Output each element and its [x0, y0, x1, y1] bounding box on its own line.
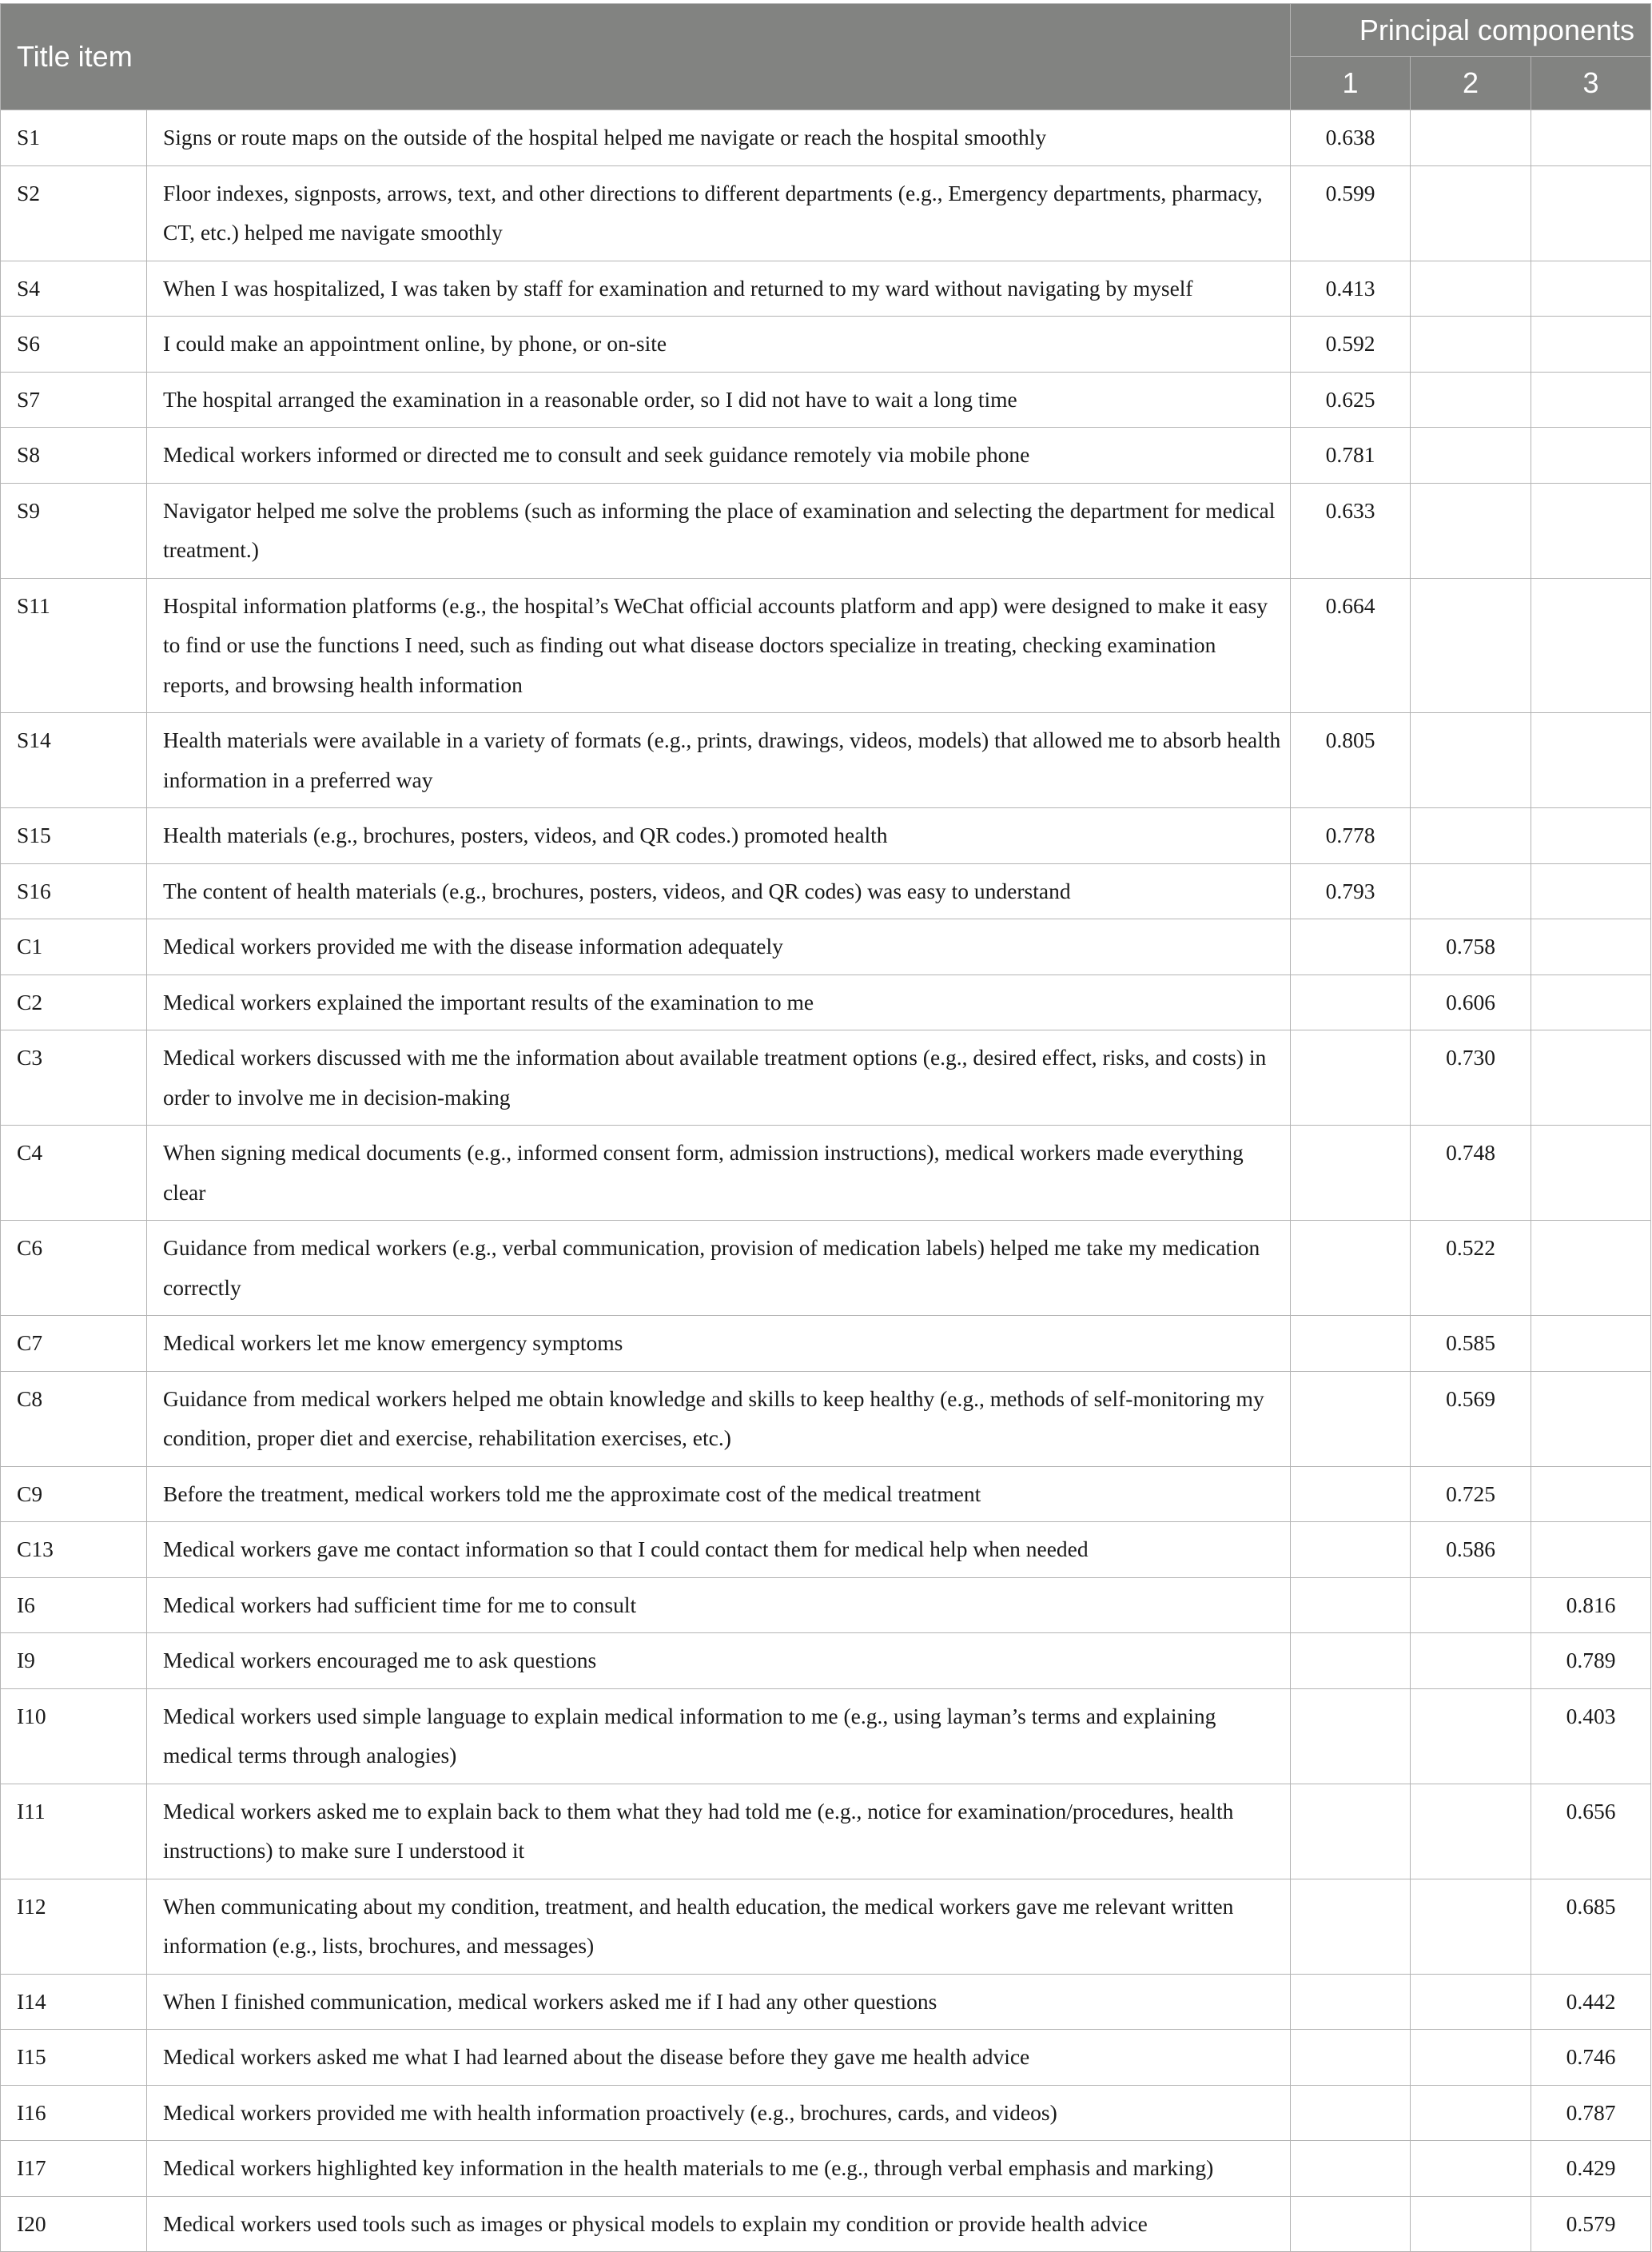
- loading-component-2: 0.569: [1411, 1371, 1531, 1466]
- loading-component-2: [1411, 1974, 1531, 2030]
- loading-component-3: [1531, 165, 1651, 261]
- item-text: When I finished communication, medical workers asked me if I had any other questions: [147, 1974, 1291, 2030]
- item-code: C3: [1, 1030, 147, 1126]
- item-code: C13: [1, 1522, 147, 1578]
- table-row: [1, 975, 1651, 1030]
- item-text: Medical workers asked me what I had learned about the disease before they gave me health advice: [147, 2030, 1291, 2086]
- loading-component-1: 0.664: [1291, 578, 1411, 713]
- table-row: [1, 1974, 1651, 2030]
- loading-component-1: [1291, 1221, 1411, 1316]
- table-row: [1, 317, 1651, 373]
- item-text: Medical workers had sufficient time for me to consult: [147, 1577, 1291, 1633]
- item-text: Guidance from medical workers (e.g., verbal communication, provision of medication labels) helped me take my medication correctly: [147, 1221, 1291, 1316]
- table-row: [1, 2141, 1651, 2197]
- item-text: Guidance from medical workers helped me obtain knowledge and skills to keep healthy (e.g., methods of self-monitoring my condition, proper diet and exercise, rehabilitation exercises, etc.): [147, 1371, 1291, 1466]
- item-code: C4: [1, 1126, 147, 1221]
- loading-component-1: 0.599: [1291, 165, 1411, 261]
- table-row: [1, 428, 1651, 484]
- item-code: C8: [1, 1371, 147, 1466]
- loading-component-2: [1411, 317, 1531, 373]
- item-code: S14: [1, 713, 147, 808]
- table-row: [1, 578, 1651, 713]
- item-text: When communicating about my condition, treatment, and health education, the medical workers gave me relevant written information (e.g., lists, brochures, and messages): [147, 1879, 1291, 1974]
- loading-component-1: [1291, 1030, 1411, 1126]
- loading-component-2: [1411, 165, 1531, 261]
- item-code: I14: [1, 1974, 147, 2030]
- item-text: Health materials were available in a variety of formats (e.g., prints, drawings, videos, models) that allowed me to absorb health information in a preferred way: [147, 713, 1291, 808]
- loading-component-3: [1531, 372, 1651, 428]
- loading-component-3: [1531, 1030, 1651, 1126]
- loading-component-1: [1291, 1522, 1411, 1578]
- loading-component-1: 0.793: [1291, 863, 1411, 919]
- title-item-header: Title item: [1, 4, 1291, 110]
- item-text: Navigator helped me solve the problems (such as informing the place of examination and selecting the department for medical treatment.): [147, 483, 1291, 578]
- loading-component-3: [1531, 1371, 1651, 1466]
- loading-component-2: [1411, 2196, 1531, 2252]
- item-text: Medical workers explained the important results of the examination to me: [147, 975, 1291, 1030]
- loading-component-3: 0.787: [1531, 2085, 1651, 2141]
- loading-component-3: [1531, 975, 1651, 1030]
- item-code: S7: [1, 372, 147, 428]
- component-1-header: 1: [1291, 57, 1411, 110]
- loading-component-2: 0.758: [1411, 919, 1531, 975]
- loading-component-2: [1411, 261, 1531, 317]
- loading-component-3: [1531, 713, 1651, 808]
- loading-component-2: [1411, 863, 1531, 919]
- loading-component-1: [1291, 2085, 1411, 2141]
- item-code: S8: [1, 428, 147, 484]
- loading-component-2: [1411, 1577, 1531, 1633]
- loading-component-2: 0.730: [1411, 1030, 1531, 1126]
- item-text: When I was hospitalized, I was taken by staff for examination and returned to my ward without navigating by myself: [147, 261, 1291, 317]
- loading-component-1: [1291, 919, 1411, 975]
- item-text: Signs or route maps on the outside of the hospital helped me navigate or reach the hospital smoothly: [147, 110, 1291, 166]
- component-3-header: 3: [1531, 57, 1651, 110]
- item-text: Hospital information platforms (e.g., the hospital’s WeChat official accounts platform and app) were designed to make it easy to find or use the functions I need, such as finding out what disease doctors specialize in treating, checking examination reports, and browsing health information: [147, 578, 1291, 713]
- item-code: I10: [1, 1688, 147, 1784]
- item-text: Medical workers used tools such as images or physical models to explain my condition or provide health advice: [147, 2196, 1291, 2252]
- item-code: I17: [1, 2141, 147, 2197]
- item-text: When signing medical documents (e.g., informed consent form, admission instructions), medical workers made everything clear: [147, 1126, 1291, 1221]
- loading-component-3: 0.789: [1531, 1633, 1651, 1689]
- item-code: I16: [1, 2085, 147, 2141]
- item-text: I could make an appointment online, by phone, or on-site: [147, 317, 1291, 373]
- table-row: [1, 1030, 1651, 1126]
- item-code: S1: [1, 110, 147, 166]
- item-code: C7: [1, 1316, 147, 1372]
- loading-component-3: 0.403: [1531, 1688, 1651, 1784]
- loading-component-2: [1411, 578, 1531, 713]
- table-row: [1, 1784, 1651, 1879]
- loading-component-1: 0.781: [1291, 428, 1411, 484]
- item-code: I20: [1, 2196, 147, 2252]
- table-row: [1, 1522, 1651, 1578]
- loading-component-1: 0.413: [1291, 261, 1411, 317]
- loading-component-1: 0.633: [1291, 483, 1411, 578]
- loading-component-1: [1291, 975, 1411, 1030]
- loading-component-2: [1411, 428, 1531, 484]
- loading-component-3: 0.429: [1531, 2141, 1651, 2197]
- table-row: [1, 2196, 1651, 2252]
- loading-component-3: [1531, 261, 1651, 317]
- item-code: I6: [1, 1577, 147, 1633]
- table-row: [1, 165, 1651, 261]
- item-text: Floor indexes, signposts, arrows, text, and other directions to different departments (e.g., Emergency departments, pharmacy, CT, etc.) helped me navigate smoothly: [147, 165, 1291, 261]
- table-row: [1, 1221, 1651, 1316]
- loading-component-2: 0.725: [1411, 1466, 1531, 1522]
- loading-component-2: [1411, 2141, 1531, 2197]
- item-code: S4: [1, 261, 147, 317]
- loading-component-2: [1411, 713, 1531, 808]
- loading-component-1: [1291, 1633, 1411, 1689]
- loading-component-2: [1411, 1688, 1531, 1784]
- table-row: [1, 713, 1651, 808]
- loading-component-1: 0.805: [1291, 713, 1411, 808]
- item-text: Medical workers used simple language to explain medical information to me (e.g., using layman’s terms and explaining medical terms through analogies): [147, 1688, 1291, 1784]
- loading-component-1: [1291, 1784, 1411, 1879]
- loading-component-3: [1531, 483, 1651, 578]
- table-body: [1, 110, 1651, 2252]
- loading-component-3: 0.579: [1531, 2196, 1651, 2252]
- item-text: The content of health materials (e.g., brochures, posters, videos, and QR codes) was easy to understand: [147, 863, 1291, 919]
- loading-component-2: [1411, 372, 1531, 428]
- item-code: C6: [1, 1221, 147, 1316]
- item-text: Health materials (e.g., brochures, posters, videos, and QR codes.) promoted health: [147, 808, 1291, 864]
- loading-component-1: [1291, 1466, 1411, 1522]
- item-text: Medical workers provided me with health information proactively (e.g., brochures, cards, and videos): [147, 2085, 1291, 2141]
- item-text: Medical workers discussed with me the information about available treatment options (e.g., desired effect, risks, and costs) in order to involve me in decision-making: [147, 1030, 1291, 1126]
- item-text: Medical workers highlighted key information in the health materials to me (e.g., through verbal emphasis and marking): [147, 2141, 1291, 2197]
- item-code: C9: [1, 1466, 147, 1522]
- table-row: [1, 372, 1651, 428]
- item-code: C1: [1, 919, 147, 975]
- table-row: [1, 110, 1651, 166]
- item-text: Before the treatment, medical workers told me the approximate cost of the medical treatment: [147, 1466, 1291, 1522]
- loading-component-3: [1531, 1221, 1651, 1316]
- item-code: I9: [1, 1633, 147, 1689]
- loading-component-2: 0.606: [1411, 975, 1531, 1030]
- loading-component-2: [1411, 483, 1531, 578]
- loading-component-3: [1531, 919, 1651, 975]
- item-code: S11: [1, 578, 147, 713]
- item-code: I11: [1, 1784, 147, 1879]
- table-row: [1, 1371, 1651, 1466]
- loading-component-2: [1411, 1633, 1531, 1689]
- loading-component-3: [1531, 110, 1651, 166]
- item-code: S6: [1, 317, 147, 373]
- loading-component-2: 0.522: [1411, 1221, 1531, 1316]
- table-row: [1, 808, 1651, 864]
- item-text: Medical workers gave me contact information so that I could contact them for medical help when needed: [147, 1522, 1291, 1578]
- loading-component-2: [1411, 110, 1531, 166]
- loading-component-1: [1291, 2141, 1411, 2197]
- item-text: Medical workers encouraged me to ask questions: [147, 1633, 1291, 1689]
- item-code: S9: [1, 483, 147, 578]
- loading-component-2: [1411, 2085, 1531, 2141]
- item-text: The hospital arranged the examination in a reasonable order, so I did not have to wait a long time: [147, 372, 1291, 428]
- loading-component-3: [1531, 1466, 1651, 1522]
- item-text: Medical workers let me know emergency symptoms: [147, 1316, 1291, 1372]
- loading-component-1: [1291, 1316, 1411, 1372]
- table-header: [1, 4, 1651, 110]
- loading-component-3: [1531, 428, 1651, 484]
- loading-component-2: [1411, 1784, 1531, 1879]
- loading-component-2: 0.748: [1411, 1126, 1531, 1221]
- loading-component-3: [1531, 317, 1651, 373]
- item-text: Medical workers asked me to explain back to them what they had told me (e.g., notice for examination/procedures, health instructions) to make sure I understood it: [147, 1784, 1291, 1879]
- loading-component-3: [1531, 1126, 1651, 1221]
- loading-component-1: 0.625: [1291, 372, 1411, 428]
- loading-component-2: 0.585: [1411, 1316, 1531, 1372]
- loading-component-1: [1291, 1974, 1411, 2030]
- loading-component-1: [1291, 1688, 1411, 1784]
- component-2-header: 2: [1411, 57, 1531, 110]
- item-text: Medical workers provided me with the disease information adequately: [147, 919, 1291, 975]
- loading-component-3: 0.816: [1531, 1577, 1651, 1633]
- loading-component-3: [1531, 1316, 1651, 1372]
- table-row: [1, 1126, 1651, 1221]
- item-code: S2: [1, 165, 147, 261]
- table-row: [1, 261, 1651, 317]
- loading-component-2: [1411, 808, 1531, 864]
- item-code: I12: [1, 1879, 147, 1974]
- table-row: [1, 1577, 1651, 1633]
- loading-component-3: 0.685: [1531, 1879, 1651, 1974]
- loading-component-1: [1291, 1879, 1411, 1974]
- item-text: Medical workers informed or directed me to consult and seek guidance remotely via mobile phone: [147, 428, 1291, 484]
- table-row: [1, 919, 1651, 975]
- item-code: S16: [1, 863, 147, 919]
- item-code: S15: [1, 808, 147, 864]
- loading-component-3: [1531, 863, 1651, 919]
- loading-component-1: [1291, 2196, 1411, 2252]
- item-code: C2: [1, 975, 147, 1030]
- table-row: [1, 483, 1651, 578]
- loading-component-3: 0.656: [1531, 1784, 1651, 1879]
- loading-component-3: 0.442: [1531, 1974, 1651, 2030]
- loading-component-1: [1291, 1371, 1411, 1466]
- loading-component-1: [1291, 1577, 1411, 1633]
- table-row: [1, 863, 1651, 919]
- table-row: [1, 2085, 1651, 2141]
- loading-component-1: 0.592: [1291, 317, 1411, 373]
- loading-component-1: 0.638: [1291, 110, 1411, 166]
- loading-component-3: [1531, 1522, 1651, 1578]
- table-row: [1, 1316, 1651, 1372]
- principal-components-header: Principal components: [1291, 4, 1651, 57]
- table-row: [1, 1879, 1651, 1974]
- loading-component-3: 0.746: [1531, 2030, 1651, 2086]
- item-code: I15: [1, 2030, 147, 2086]
- table-row: [1, 1688, 1651, 1784]
- factor-loadings-table: [0, 3, 1651, 2252]
- loading-component-2: [1411, 1879, 1531, 1974]
- table-row: [1, 1633, 1651, 1689]
- table-row: [1, 1466, 1651, 1522]
- loading-component-1: 0.778: [1291, 808, 1411, 864]
- loading-component-2: 0.586: [1411, 1522, 1531, 1578]
- loading-component-3: [1531, 578, 1651, 713]
- loading-component-3: [1531, 808, 1651, 864]
- loading-component-1: [1291, 1126, 1411, 1221]
